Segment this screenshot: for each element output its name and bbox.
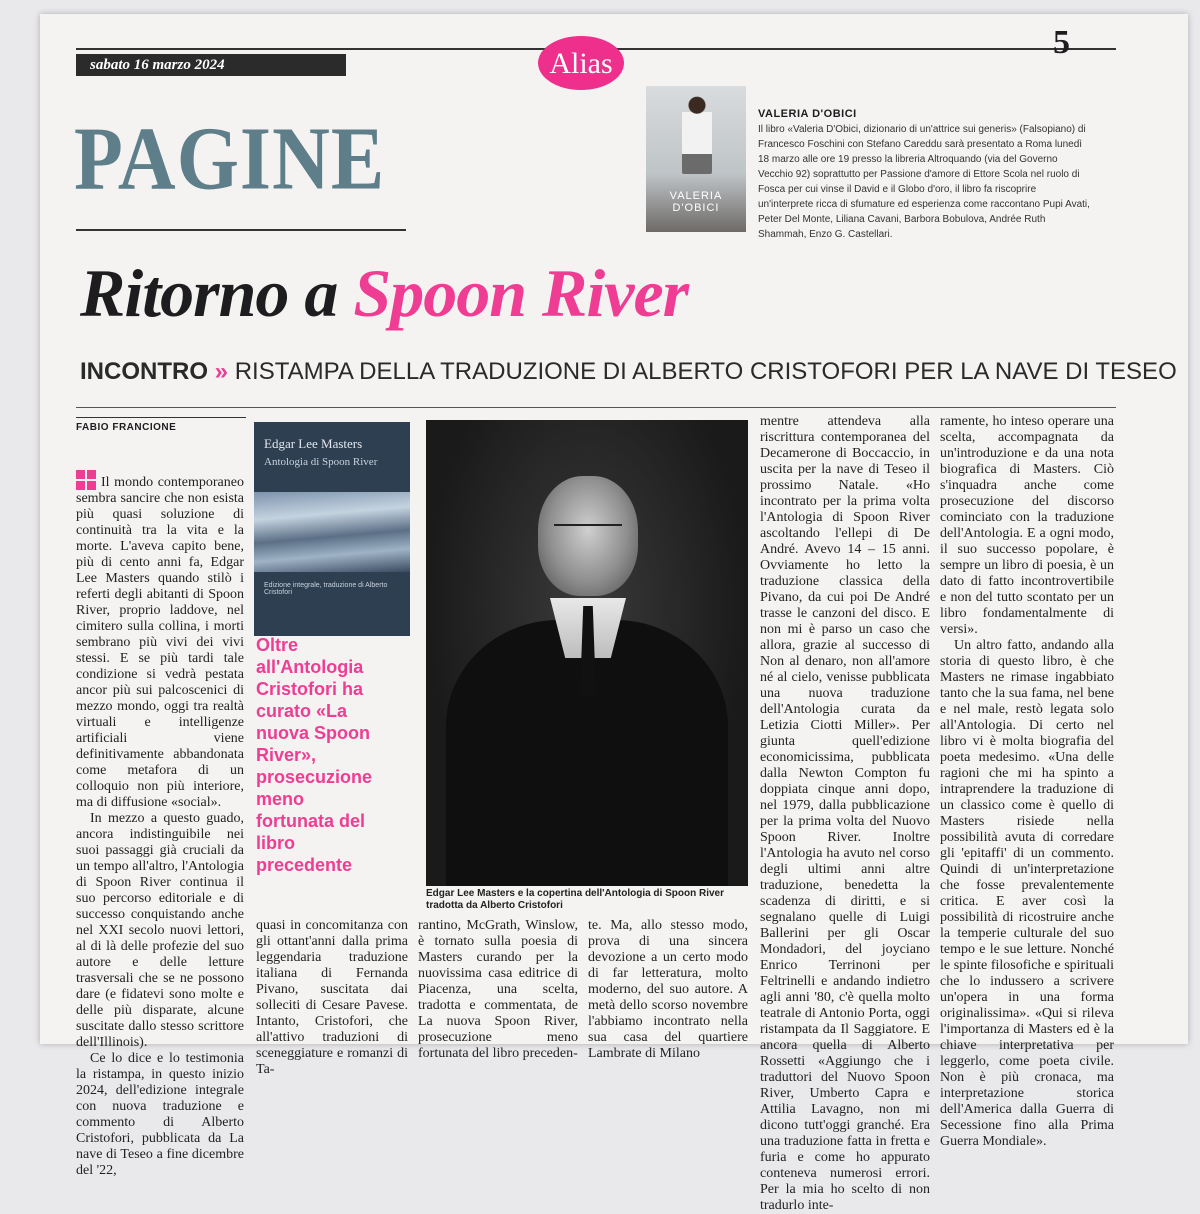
author-rule bbox=[76, 417, 246, 418]
article-paragraph: Un altro fatto, andando alla storia di questo libro, è che Masters ne rimase ingabbiato tanto che la sua fama, nel bene e nel male, restò legata solo all'Antologia. Di certo nel libro vi è molta biografia del poeta medesimo. «Una delle ragioni che mi ha spinto a intraprendere la traduzione di un classico come è quello di Masters risiede nella possibilità avuta di corredare gli 'epitaffi' di un commento. Quindi di un'interpretazione che fosse prevalentemente critica. E aver così la possibilità di ricostruire anche la temperie culturale del suo tempo e le sue letture. Nonché le spinte filosofiche e spirituali che lo indussero a scrivere un'opera in una forma originalissima». «Qui si rileva l'importanza di Masters ed è la chiave interpretativa per leggerlo, come poeta civile. Non è più cronaca, ma interpretazione storica dell'America dalla Guerra di Secessione fino alla Prima Guerra Mondiale». bbox=[940, 638, 1114, 1149]
sidebar-box-text: Il libro «Valeria D'Obici, dizionario di un'attrice sui generis» (Falsopiano) di Francesco Foschini con Stefano Careddu sarà presentato a Roma lunedì 18 marzo alle ore 19 presso la libreria Altroquando (via del Governo Vecchio 92) soprattutto per Passione d'amore di Ettore Scola nel ruolo di Fosca per cui vinse il David e il Globo d'oro, il libro fa riscoprire un'interprete ricca di sfumature ed esperienza come raccontano Pupi Avati, Peter Del Monte, Liliana Cavani, Barbora Bobulova, Andrée Ruth Shammah, Enzo G. Castellari. bbox=[758, 124, 1090, 240]
masters-portrait-photo bbox=[426, 420, 748, 886]
portrait-figure bbox=[682, 94, 712, 174]
cover-artwork bbox=[254, 492, 410, 572]
pullquote: Oltre all'Antologia Cristofori ha curato «La nuova Spoon River», prosecuzione meno fortunata del libro precedente bbox=[256, 635, 373, 875]
pink-squares-icon bbox=[76, 470, 96, 490]
valeria-cover-title: VALERIA D'OBICI bbox=[669, 190, 723, 214]
antologia-book-cover bbox=[254, 422, 410, 636]
author-byline: FABIO FRANCIONE bbox=[76, 422, 177, 433]
article-paragraph: te. Ma, allo stesso modo, prova di una sincera devozione a un certo modo di far letteratura, molto moderno, del suo autore. A metà dello scorso novembre l'abbiamo incontrato nella sua casa del quartiere Lambrate di Milano bbox=[588, 918, 748, 1061]
subheadline-kicker: INCONTRO bbox=[80, 358, 208, 385]
article-paragraph: mentre attendeva alla riscrittura contemporanea del Decamerone di Boccaccio, in uscita per la nave di Teseo il prossimo Natale. «Ho incontrato per la prima volta l'Antologia di Spoon River ascoltando l'ellepi di De André. Avevo 14 – 15 anni. Ovviamente ho letto la traduzione classica della Pivano, da cui poi De André trasse le canzoni del disco. E non mi è parso un caso che allora, grazie al successo di Non al denaro, non all'amore né al cielo, venisse pubblicata una nuova traduzione dell'Antologia curata da Letizia Ciotti Miller». Per giunta quell'edizione economicissima, pubblicata dalla Newton Compton fu doppiata cinque anni dopo, nel 1979, dalla pubblicazione per la prima volta del Nuovo Spoon River. Inoltre l'Antologia ha avuto nel corso degli ultimi anni altre traduzione, benedetta la scadenza di diritti, e si segnalano quelle di Luigi Ballerini per gli Oscar Mondadori, del joyciano Enrico Terrinoni per Feltrinelli e andando indietro agli anni '80, c'è quella molto teatrale di Antonio Porta, oggi ristampata da Il Saggiatore. E ancora quella di Alberto Rossetti «Aggiungo che i traduttori del Nuovo Spoon River, Umberto Capra e Attilia Lavagno, non mi dicono tutt'oggi granché. Era una traduzione fatta in fretta e furia e come ho appurato conteneva numerosi errori. Per la mia ho scelto di non tradurlo inte- bbox=[760, 414, 930, 1213]
section-rule bbox=[76, 229, 406, 231]
subheadline bbox=[80, 358, 1177, 386]
article-paragraph: rantino, McGrath, Winslow, è tornato sulla poesia di Masters curando per la nuovissima casa editrice di Piacenza, una scelta, tradotta e commentata, de La nuova Spoon River, prosecuzione meno fortunata del libro preceden- bbox=[418, 918, 578, 1061]
valeria-book-cover bbox=[646, 86, 746, 232]
article-column-3 bbox=[418, 918, 578, 1062]
article-column-1 bbox=[76, 470, 244, 1179]
headline bbox=[80, 254, 688, 333]
cover-title: Antologia di Spoon River bbox=[264, 456, 378, 468]
cover-subtitle: Edizione integrale, traduzione di Alberto Cristofori bbox=[264, 582, 388, 596]
article-paragraph: ramente, ho inteso operare una scelta, accompagnata da un'introduzione e da una nota biografica di Masters. Ciò s'inquadra anche come prosecuzione del discorso cominciato con la traduzione dell'Antologia. E a ogni modo, il suo successo popolare, è sempre un libro di poesia, è un dato di fatto incontrovertibile e non del tutto scontato per un libro fondamentalmente di versi». bbox=[940, 414, 1114, 637]
article-column-2 bbox=[256, 918, 408, 1078]
alias-logo: Alias bbox=[538, 36, 624, 90]
date-bar: sabato 16 marzo 2024 bbox=[76, 54, 346, 76]
subheadline-rule bbox=[76, 407, 1116, 408]
newspaper-page bbox=[40, 14, 1188, 1213]
article-column-6 bbox=[940, 414, 1114, 1150]
article-paragraph: In mezzo a questo guado, ancora indistinguibile nei suoi passaggi già cruciali da un tempo all'altro, l'Antologia di Spoon River continua il suo percorso editoriale e di successo conquistando anche nel XXI secolo nuovi lettori, al di là delle profezie del suo autore e delle letture trasversali che se ne possono dare (e fidatevi sono molte e delle più disparate, alcune suscitate dallo stesso scrittore dell'Illinois). bbox=[76, 811, 244, 1050]
headline-part2: Spoon River bbox=[353, 255, 689, 331]
page-number: 5 bbox=[1053, 24, 1070, 61]
sidebar-box-title: VALERIA D'OBICI bbox=[758, 108, 857, 120]
portrait-glasses bbox=[554, 524, 622, 540]
headline-part1: Ritorno a bbox=[80, 255, 354, 331]
article-paragraph: Ce lo dice e lo testimonia la ristampa, in questo inizio 2024, dell'edizione integrale con nuova traduzione e commento di Alberto Cristofori, pubblicata da La nave di Teseo a fine dicembre del '22, bbox=[76, 1051, 244, 1178]
section-title: PAGINE bbox=[74, 110, 386, 209]
article-column-5 bbox=[760, 414, 930, 1214]
photo-caption: Edgar Lee Masters e la copertina dell'Antologia di Spoon River tradotta da Alberto Cristofori bbox=[426, 888, 724, 911]
cover-author: Edgar Lee Masters bbox=[264, 436, 363, 451]
subheadline-separator: » bbox=[214, 358, 229, 385]
subheadline-text: RISTAMPA DELLA TRADUZIONE DI ALBERTO CRISTOFORI PER LA NAVE DI TESEO bbox=[228, 358, 1177, 385]
article-paragraph: Il mondo contemporaneo sembra sancire che non esista più quasi soluzione di continuità tra la vita e la morte. L'aveva capito bene, più di cento anni fa, Edgar Lee Masters quando stilò i referti degli abitanti di Spoon River, proprio laddove, nel cimitero sulla collina, i morti sembrano più vivi dei vivi stessi. E se più tardi tale condizione si vedrà pestata ancor più sui palcoscenici di mezzo mondo, oggi tra realtà virtuali e intelligenze artificiali viene definitivamente abbandonata come metafora di un colloquio non più interiore, ma di diffusione «social». bbox=[76, 470, 244, 811]
article-column-4 bbox=[588, 918, 748, 1062]
article-paragraph: quasi in concomitanza con gli ottant'anni dalla prima leggendaria traduzione italiana di Fernanda Pivano, suscitata dai solleciti di Cesare Pavese. Intanto, Cristofori, che all'attivo traduzioni di sceneggiature e romanzi di Ta- bbox=[256, 918, 408, 1077]
